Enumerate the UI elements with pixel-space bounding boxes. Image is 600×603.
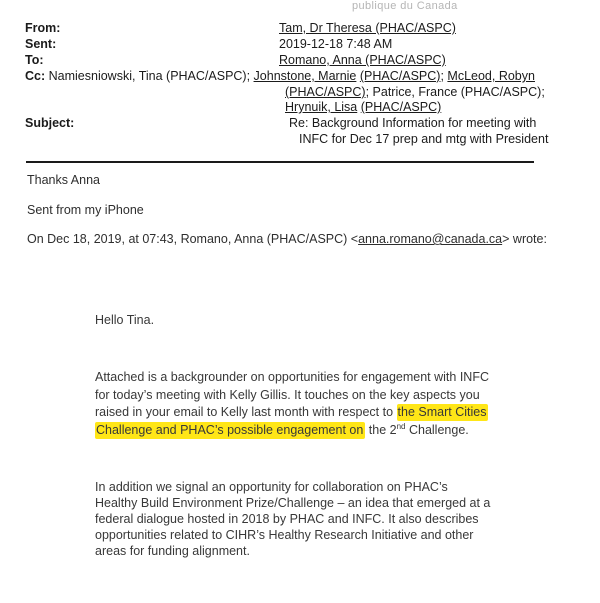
link-text[interactable]: (PHAC/ASPC)	[285, 85, 366, 99]
from-value	[279, 21, 456, 35]
link-text[interactable]: (PHAC/ASPC)	[360, 100, 442, 114]
highlighted-text: Challenge and PHAC’s possible engagement on	[96, 422, 364, 437]
text-run: Cc:	[25, 69, 46, 83]
text-line	[95, 422, 489, 440]
text-line: federal dialogue hosted in 2018 by PHAC and INFC. It also describes	[95, 512, 479, 526]
cc-line-1	[25, 69, 535, 83]
link-text[interactable]: Tam, Dr Theresa (PHAC/ASPC)	[279, 21, 456, 35]
text-run: ; Patrice, France (PHAC/ASPC);	[365, 85, 545, 99]
text-line: areas for funding alignment.	[95, 544, 250, 558]
text-line	[95, 404, 489, 422]
link-text[interactable]: (PHAC/ASPC)	[359, 69, 441, 83]
subject-line-1: Re: Background Information for meeting with	[289, 116, 537, 130]
greeting-text: Hello Tina.	[95, 313, 155, 327]
to-label: To:	[25, 53, 44, 67]
text-run: > wrote:	[502, 232, 547, 246]
text-run: Challenge.	[405, 422, 469, 437]
link-text[interactable]: Romano, Anna (PHAC/ASPC)	[279, 53, 446, 67]
text-run: for today’s meeting with Kelly Gillis. It touches on the key aspects you	[95, 387, 480, 402]
superscript-text: nd	[396, 421, 406, 431]
link-text[interactable]: McLeod, Robyn	[447, 69, 535, 83]
cc-line-3	[285, 100, 441, 114]
text-line: opportunities related to CIHR’s Healthy Research Initiative and other	[95, 528, 474, 542]
header-divider	[26, 161, 534, 163]
text-run: raised in your email to Kelly last month with respect to	[95, 405, 397, 419]
sent-label: Sent:	[25, 37, 57, 51]
link-text[interactable]: Johnstone, Marnie	[253, 69, 357, 83]
text-line	[95, 387, 489, 405]
text-line: In addition we signal an opportunity for collaboration on PHAC’s	[95, 480, 448, 494]
text-run: Attached is a backgrounder on opportunities for engagement with INFC	[95, 370, 489, 384]
text-run: 2019-12-18 7:48 AM	[279, 37, 393, 51]
subject-line-2: INFC for Dec 17 prep and mtg with President	[299, 132, 549, 146]
sent-value	[279, 37, 392, 51]
highlighted-text: the Smart Cities	[397, 405, 487, 419]
text-run: the 2	[365, 422, 397, 437]
text-run: On Dec 18, 2019, at 07:43, Romano, Anna (PHAC/ASPC) <	[27, 232, 359, 246]
thanks-text: Thanks Anna	[27, 173, 100, 187]
text-run: ;	[440, 69, 448, 83]
cc-line-2	[285, 85, 545, 99]
text-line: Healthy Build Environment Prize/Challenge – an idea that emerged at a	[95, 496, 491, 510]
text-run: Namiesniowski, Tina (PHAC/ASPC);	[45, 69, 254, 83]
subject-label: Subject:	[25, 116, 75, 130]
canada-logo-text-fragment: publique du Canada	[352, 0, 458, 12]
quote-attribution-line	[27, 232, 547, 246]
sent-from-iphone-text: Sent from my iPhone	[27, 203, 144, 217]
to-value	[279, 53, 446, 67]
text-line	[95, 369, 489, 387]
paragraph-healthy-build-environment	[95, 479, 490, 559]
from-label: From:	[25, 21, 61, 35]
link-text[interactable]: Hrynuik, Lisa	[285, 100, 358, 114]
link-text[interactable]: anna.romano@canada.ca	[358, 232, 503, 246]
paragraph-smart-cities-challenge	[95, 369, 489, 439]
